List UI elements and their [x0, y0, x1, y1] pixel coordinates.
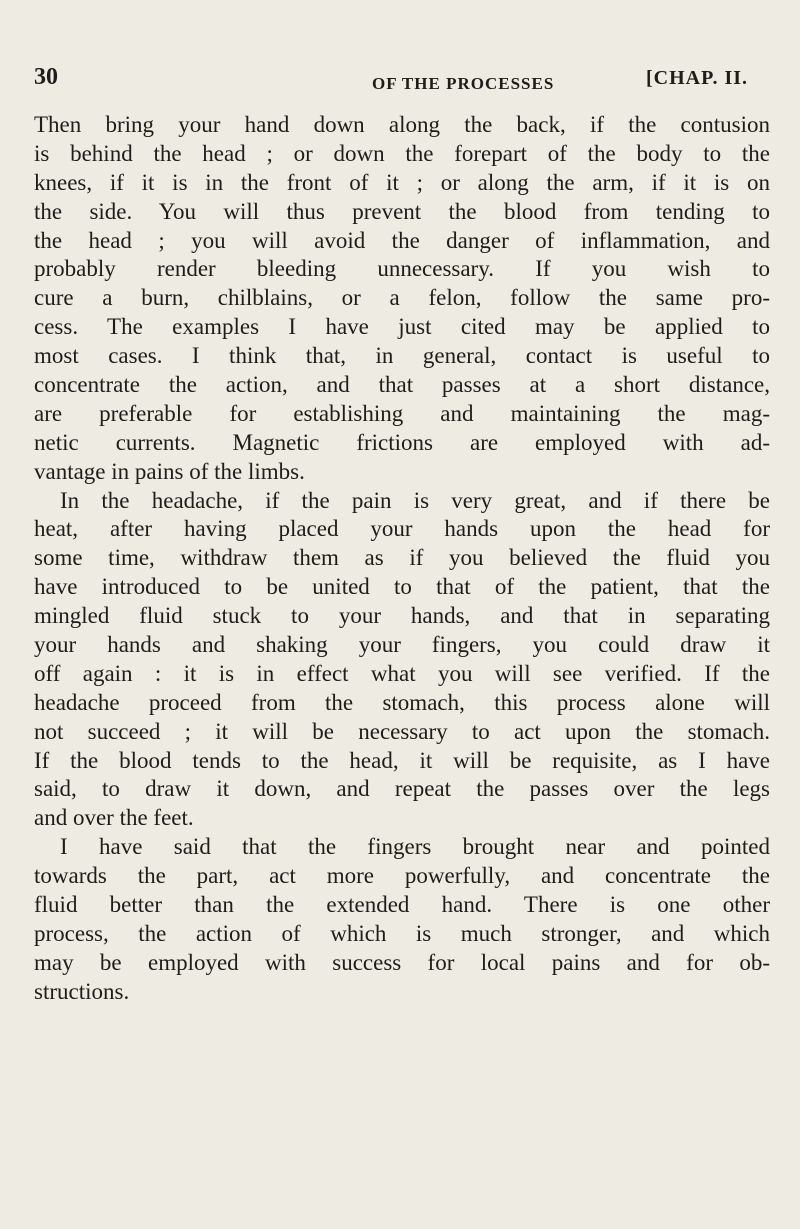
text-line: towards the part, act more powerfully, and concentrate the [34, 863, 770, 889]
paragraph-end-line: structions. [34, 978, 130, 1004]
running-head [34, 64, 770, 104]
text-line: not succeed ; it will be necessary to act upon the stomach. [34, 718, 770, 744]
text-line: process, the action of which is much stronger, and which [34, 920, 770, 946]
paragraph-end-line: and over the feet. [34, 805, 194, 831]
text-line: off again : it is in effect what you will see verified. If the [34, 660, 770, 686]
running-title: OF THE PROCESSES [372, 74, 555, 93]
text-line: is behind the head ; or down the forepart of the body to the [34, 140, 770, 166]
paragraph-start-line: I have said that the fingers brought near and pointed [60, 834, 770, 860]
text-line: netic currents. Magnetic frictions are employed with ad- [34, 429, 770, 455]
text-line: cess. The examples I have just cited may be applied to [34, 314, 770, 340]
text-line: may be employed with success for local pains and for ob- [34, 949, 770, 975]
text-line: probably render bleeding unnecessary. If you wish to [34, 256, 770, 282]
text-line: your hands and shaking your fingers, you could draw it [34, 632, 770, 658]
text-line: some time, withdraw them as if you believed the fluid you [34, 545, 770, 571]
page-number: 30 [34, 64, 58, 90]
text-line: heat, after having placed your hands upon the head for [34, 516, 770, 542]
text-line: said, to draw it down, and repeat the passes over the legs [34, 776, 770, 802]
text-line: fluid better than the extended hand. There is one other [34, 892, 770, 918]
body-text [34, 111, 770, 1007]
text-line: cure a burn, chilblains, or a felon, follow the same pro- [34, 285, 770, 311]
text-line: concentrate the action, and that passes at a short distance, [34, 372, 770, 398]
text-line: headache proceed from the stomach, this process alone will [34, 689, 770, 715]
text-line: the head ; you will avoid the danger of inflammation, and [34, 227, 770, 253]
text-line: If the blood tends to the head, it will be requisite, as I have [34, 747, 770, 773]
text-line: Then bring your hand down along the back, if the contusion [34, 112, 770, 137]
paragraph-end-line: vantage in pains of the limbs. [34, 458, 305, 484]
text-line: have introduced to be united to that of the patient, that the [34, 574, 770, 600]
text-line: the side. You will thus prevent the blood from tending to [34, 198, 770, 224]
text-line: knees, if it is in the front of it ; or along the arm, if it is on [34, 169, 770, 195]
text-line: most cases. I think that, in general, contact is useful to [34, 343, 770, 369]
text-line: are preferable for establishing and maintaining the mag- [34, 400, 770, 426]
chapter-reference: [CHAP. II. [646, 67, 749, 89]
text-line: mingled fluid stuck to your hands, and that in separating [34, 603, 770, 629]
paragraph-start-line: In the headache, if the pain is very great, and if there be [60, 487, 770, 513]
